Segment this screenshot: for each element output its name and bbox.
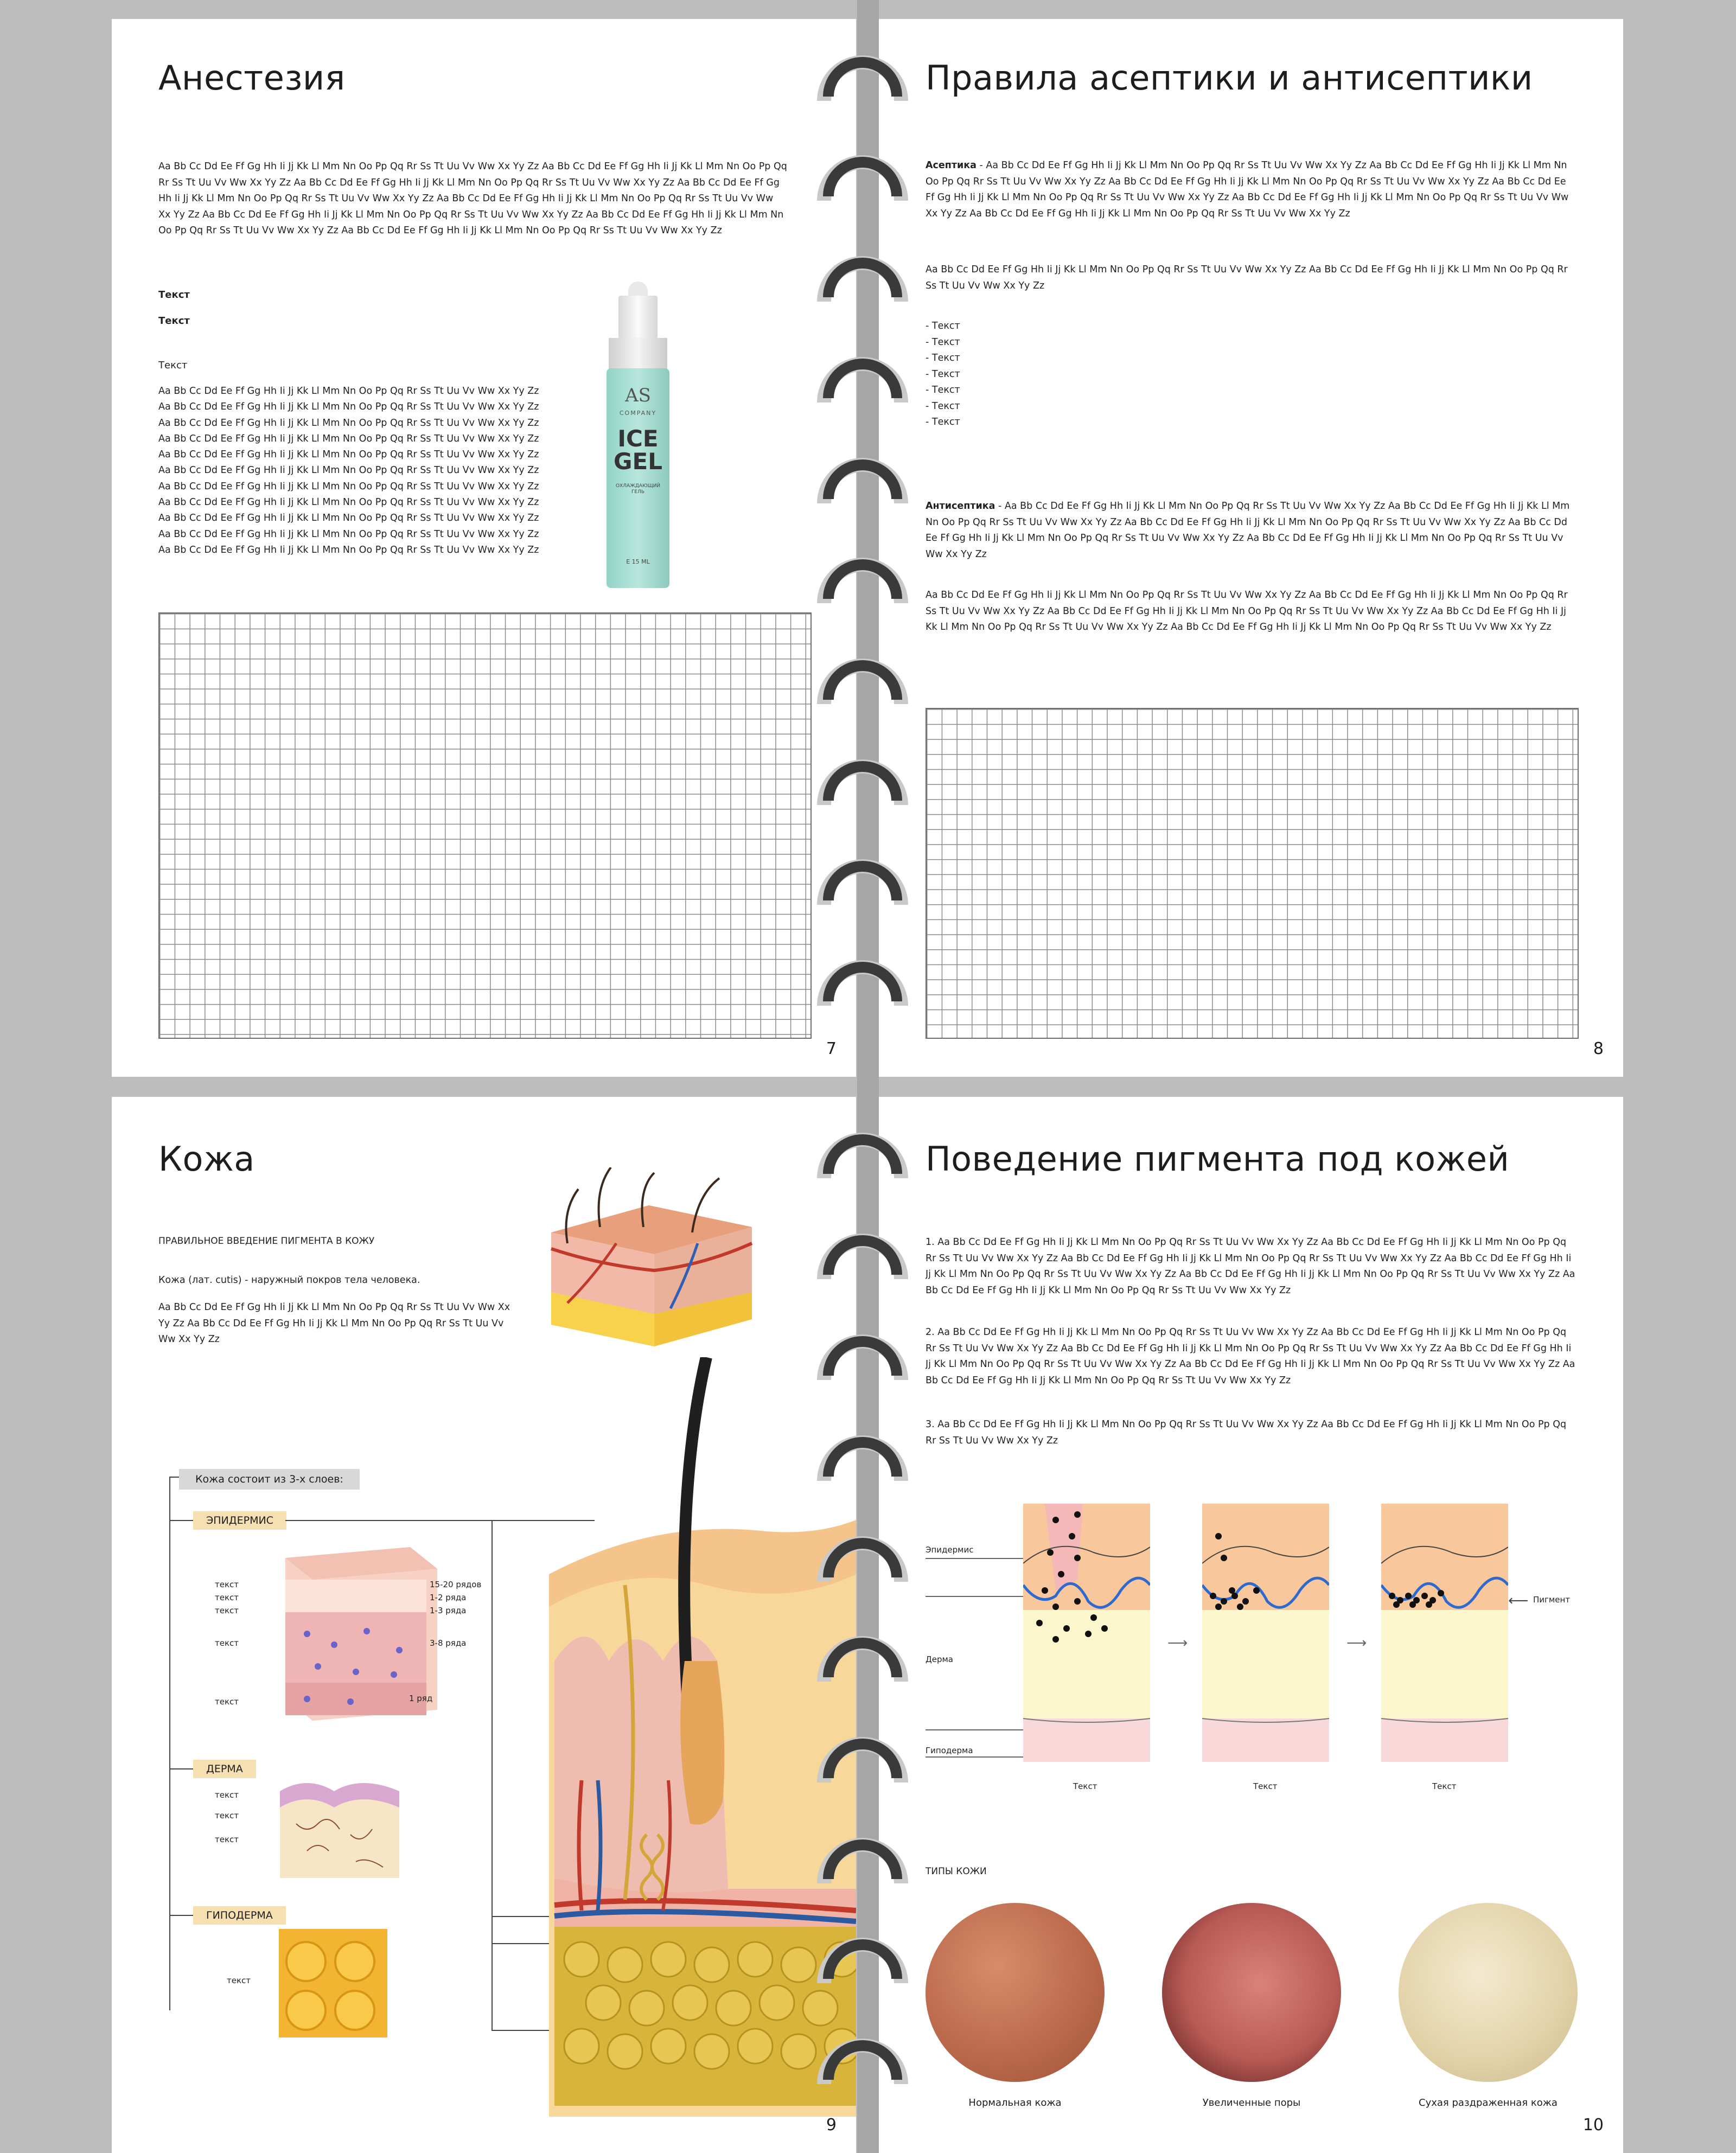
ring-icon [816,47,909,106]
ring-icon [816,1225,909,1285]
page-title: Правила асептики и антисептики [926,58,1533,98]
tag-epidermis: ЭПИДЕРМИС [193,1511,286,1530]
page-title: Поведение пигмента под кожей [926,1139,1510,1179]
list-item: - Текст [926,417,960,427]
ring-icon [816,1427,909,1486]
arrow-left-icon: ⟵ [1508,1593,1529,1609]
page-title: Анестезия [158,58,346,98]
ring-icon [816,247,909,307]
paragraph-2: Aa Bb Cc Dd Ee Ff Gg Hh Ii Jj Kk Ll Mm Nn Oo Pp Qq Rr Ss Tt Uu Vv Ww Xx Yy Zz Aa Bb Cc Dd Ee Ff Gg Hh Ii Jj Kk Ll Mm Nn Oo Pp Qq Rr Ss Tt Uu Vv Ww Xx Yy Zz [926,264,1568,291]
list-item: - Текст [926,400,960,412]
list-item: - Текст [926,385,960,395]
skin-photo-normal [926,1903,1105,2082]
antiseptic-paragraph: Антисептика - Aa Bb Cc Dd Ee Ff Gg Hh Ii Jj Kk Ll Mm Nn Oo Pp Qq Rr Ss Tt Uu Vv Ww Xx Yy Zz Aa Bb Cc Dd Ee Ff Gg Hh Ii Jj Kk Ll Mm Nn Oo Pp Qq Rr Ss Tt Uu Vv Ww Xx Yy Zz Aa Bb Cc Dd Ee Ff Gg Hh Ii Jj Kk Ll Mm Nn Oo Pp Qq Rr Ss Tt Uu Vv Ww Xx Yy Zz Aa Bb Cc Dd Ee Ff Gg Hh Ii Jj Kk Ll Mm Nn Oo Pp Qq Rr Ss Tt Uu Vv Ww Xx Yy Zz Aa Bb Cc Dd Ee Ff Gg Hh Ii Jj Kk Ll Mm Nn Oo Pp Qq Rr Ss Tt Uu Vv Ww Xx Yy Zz [926,501,1570,560]
ring-icon [816,146,909,206]
page-number: 7 [826,1039,837,1058]
skin-cross-section-illustration [544,1357,856,2117]
ring-icon [816,549,909,609]
page-10 [879,1097,1623,2153]
label-epidermis: Эпидермис [926,1545,974,1555]
skin-types-heading: ТИПЫ КОЖИ [926,1866,987,1877]
plain-label: Текст [158,360,188,371]
ring-icon [816,449,909,509]
list-item: - Текст [926,353,960,363]
page-number: 9 [826,2116,837,2135]
product-bottle: AS COMPANY ICE GEL ОХЛАЖДАЮЩИЙ ГЕЛЬ Е 15 ML [600,282,676,596]
page-number: 8 [1593,1039,1604,1058]
stage-caption: Текст [1432,1781,1457,1791]
list-item: - Текст [926,368,960,380]
layers-title: Кожа состоит из 3-х слоев: [179,1469,360,1490]
ring-icon [816,1326,909,1385]
paragraph-2: 2. Aa Bb Cc Dd Ee Ff Gg Hh Ii Jj Kk Ll Mm Nn Oo Pp Qq Rr Ss Tt Uu Vv Ww Xx Yy Zz Aa Bb Cc Dd Ee Ff Gg Hh Ii Jj Kk Ll Mm Nn Oo Pp Qq Rr Ss Tt Uu Vv Ww Xx Yy Zz Aa Bb Cc Dd Ee Ff Gg Hh Ii Jj Kk Ll Mm Nn Oo Pp Qq Rr Ss Tt Uu Vv Ww Xx Yy Zz Aa Bb Cc Dd Ee Ff Gg Hh Ii Jj Kk Ll Mm Nn Oo Pp Qq Rr Ss Tt Uu Vv Ww Xx Yy Zz Aa Bb Cc Dd Ee Ff Gg Hh Ii Jj Kk Ll Mm Nn Oo Pp Qq Rr Ss Tt Uu Vv Ww Xx Yy Zz Aa Bb Cc Dd Ee Ff Gg Hh Ii Jj Kk Ll Mm Nn Oo Pp Qq Rr Ss Tt Uu Vv Ww Xx Yy Zz [926,1327,1575,1386]
page-title: Кожа [158,1139,255,1179]
page-number: 10 [1582,2116,1604,2135]
skin-block-illustration [535,1167,763,1352]
ring-icon [816,951,909,1011]
bold-label-2: Текст [158,315,190,327]
skin-type-caption: Увеличенные поры [1202,2097,1301,2109]
text-column: Aa Bb Cc Dd Ee Ff Gg Hh Ii Jj Kk Ll Mm Nn Oo Pp Qq Rr Ss Tt Uu Vv Ww Xx Yy Zz Aa Bb Cc Dd Ee Ff Gg Hh Ii Jj Kk Ll Mm Nn Oo Pp Qq Rr Ss Tt Uu Vv Ww Xx Yy Zz Aa Bb Cc Dd Ee Ff Gg Hh Ii Jj Kk Ll Mm Nn Oo Pp Qq Rr Ss Tt Uu Vv Ww Xx Yy Zz Aa Bb Cc Dd Ee Ff Gg Hh Ii Jj Kk Ll Mm Nn Oo Pp Qq Rr Ss Tt Uu Vv Ww Xx Yy Zz Aa Bb Cc Dd Ee Ff Gg Hh Ii Jj Kk Ll Mm Nn Oo Pp Qq Rr Ss Tt Uu Vv Ww Xx Yy Zz Aa Bb Cc Dd Ee Ff Gg Hh Ii Jj Kk Ll Mm Nn Oo Pp Qq Rr Ss Tt Uu Vv Ww Xx Yy Zz Aa Bb Cc Dd Ee Ff Gg Hh Ii Jj Kk Ll Mm Nn Oo Pp Qq Rr Ss Tt Uu Vv Ww Xx Yy Zz Aa Bb Cc Dd Ee Ff Gg Hh Ii Jj Kk Ll Mm Nn Oo Pp Qq Rr Ss Tt Uu Vv Ww Xx Yy Zz Aa Bb Cc Dd Ee Ff Gg Hh Ii Jj Kk Ll Mm Nn Oo Pp Qq Rr Ss Tt Uu Vv Ww Xx Yy Zz Aa Bb Cc Dd Ee Ff Gg Hh Ii Jj Kk Ll Mm Nn Oo Pp Qq Rr Ss Tt Uu Vv Ww Xx Yy Zz Aa Bb Cc Dd Ee Ff Gg Hh Ii Jj Kk Ll Mm Nn Oo Pp Qq Rr Ss Tt Uu Vv Ww Xx Yy Zz [158,386,539,555]
list-item: - Текст [926,321,960,331]
epidermis-cells-illustration [275,1536,437,1721]
skin-photo-dry [1399,1903,1578,2082]
page-9: Кожа ПРАВИЛЬНОЕ ВВЕДЕНИЕ ПИГМЕНТА В КОЖУ Кожа (лат. cutis) - наружный покров тела человека. Aa Bb Cc Dd Ee Ff Gg Hh Ii Jj Kk Ll Mm Nn Oo Pp Qq Rr Ss Tt Uu Vv Ww Xx Yy Zz Aa Bb Cc Dd Ee Ff Gg Hh Ii Jj Kk Ll Mm Nn Oo Pp Qq Rr Ss Tt Uu Vv Ww Xx Yy Zz Кожа состоит из 3-х слоев: ЭПИДЕРМИС ДЕРМА ГИПОДЕРМА текст текст текст текст текст 15-20 рядов 1-2 ряда 1-3 ряда 3-8 ряда 1 ряд текст текст текст текст 9 [112,1097,856,2153]
ring-icon [816,650,909,710]
pigment-stage-1 [1023,1504,1150,1762]
derma-label: текст [215,1835,239,1844]
derma-label: текст [215,1811,239,1820]
derma-label: текст [215,1790,239,1800]
hypoderma-label: текст [227,1976,251,1985]
label-derma: Дерма [926,1654,953,1664]
label-hypoderma: Гиподерма [926,1746,973,1755]
paragraph-1: 1. Aa Bb Cc Dd Ee Ff Gg Hh Ii Jj Kk Ll Mm Nn Oo Pp Qq Rr Ss Tt Uu Vv Ww Xx Yy Zz Aa Bb Cc Dd Ee Ff Gg Hh Ii Jj Kk Ll Mm Nn Oo Pp Qq Rr Ss Tt Uu Vv Ww Xx Yy Zz Aa Bb Cc Dd Ee Ff Gg Hh Ii Jj Kk Ll Mm Nn Oo Pp Qq Rr Ss Tt Uu Vv Ww Xx Yy Zz Aa Bb Cc Dd Ee Ff Gg Hh Ii Jj Kk Ll Mm Nn Oo Pp Qq Rr Ss Tt Uu Vv Ww Xx Yy Zz Aa Bb Cc Dd Ee Ff Gg Hh Ii Jj Kk Ll Mm Nn Oo Pp Qq Rr Ss Tt Uu Vv Ww Xx Yy Zz Aa Bb Cc Dd Ee Ff Gg Hh Ii Jj Kk Ll Mm Nn Oo Pp Qq Rr Ss Tt Uu Vv Ww Xx Yy Zz [926,1237,1575,1296]
stage-caption: Текст [1253,1781,1278,1791]
page-8 [879,19,1623,1077]
ring-icon [816,1829,909,1889]
pigment-stage-2 [1202,1504,1329,1762]
page-7 [112,19,856,1077]
paragraph-4: Aa Bb Cc Dd Ee Ff Gg Hh Ii Jj Kk Ll Mm Nn Oo Pp Qq Rr Ss Tt Uu Vv Ww Xx Yy Zz Aa Bb Cc Dd Ee Ff Gg Hh Ii Jj Kk Ll Mm Nn Oo Pp Qq Rr Ss Tt Uu Vv Ww Xx Yy Zz Aa Bb Cc Dd Ee Ff Gg Hh Ii Jj Kk Ll Mm Nn Oo Pp Qq Rr Ss Tt Uu Vv Ww Xx Yy Zz Aa Bb Cc Dd Ee Ff Gg Hh Ii Jj Kk Ll Mm Nn Oo Pp Qq Rr Ss Tt Uu Vv Ww Xx Yy Zz Aa Bb Cc Dd Ee Ff Gg Hh Ii Jj Kk Ll Mm Nn Oo Pp Qq Rr Ss Tt Uu Vv Ww Xx Yy Zz [926,590,1568,633]
body-text: Aa Bb Cc Dd Ee Ff Gg Hh Ii Jj Kk Ll Mm Nn Oo Pp Qq Rr Ss Tt Uu Vv Ww Xx Yy Zz Aa Bb Cc Dd Ee Ff Gg Hh Ii Jj Kk Ll Mm Nn Oo Pp Qq Rr Ss Tt Uu Vv Ww Xx Yy Zz [158,1302,510,1345]
derma-illustration [275,1775,405,1883]
arrow-icon: ⟶ [1167,1635,1188,1651]
ring-icon [816,1124,909,1184]
skin-type-caption: Сухая раздраженная кожа [1419,2097,1558,2109]
tag-derma: ДЕРМА [193,1760,256,1778]
ring-icon [816,2030,909,2090]
hypoderma-illustration [279,1929,387,2037]
bullet-list [926,318,1088,431]
ring-icon [816,1528,909,1587]
ring-icon [816,1929,909,1989]
intro-text: Aa Bb Cc Dd Ee Ff Gg Hh Ii Jj Kk Ll Mm Nn Oo Pp Qq Rr Ss Tt Uu Vv Ww Xx Yy Zz Aa Bb Cc Dd Ee Ff Gg Hh Ii Jj Kk Ll Mm Nn Oo Pp Qq Rr Ss Tt Uu Vv Ww Xx Yy Zz Aa Bb Cc Dd Ee Ff Gg Hh Ii Jj Kk Ll Mm Nn Oo Pp Qq Rr Ss Tt Uu Vv Ww Xx Yy Zz Aa Bb Cc Dd Ee Ff Gg Hh Ii Jj Kk Ll Mm Nn Oo Pp Qq Rr Ss Tt Uu Vv Ww Xx Yy Zz Aa Bb Cc Dd Ee Ff Gg Hh Ii Jj Kk Ll Mm Nn Oo Pp Qq Rr Ss Tt Uu Vv Ww Xx Yy Zz Aa Bb Cc Dd Ee Ff Gg Hh Ii Jj Kk Ll Mm Nn Oo Pp Qq Rr Ss Tt Uu Vv Ww Xx Yy Zz Aa Bb Cc Dd Ee Ff Gg Hh Ii Jj Kk Ll Mm Nn Oo Pp Qq Rr Ss Tt Uu Vv Ww Xx Yy Zz Aa Bb Cc Dd Ee Ff Gg Hh Ii Jj Kk Ll Mm Nn Oo Pp Qq Rr Ss Tt Uu Vv Ww Xx Yy Zz [158,161,787,236]
list-item: - Текст [926,336,960,348]
stage-caption: Текст [1073,1781,1097,1791]
ring-icon [816,851,909,910]
paragraph-3: 3. Aa Bb Cc Dd Ee Ff Gg Hh Ii Jj Kk Ll Mm Nn Oo Pp Qq Rr Ss Tt Uu Vv Ww Xx Yy Zz Aa Bb Cc Dd Ee Ff Gg Hh Ii Jj Kk Ll Mm Nn Oo Pp Qq Rr Ss Tt Uu Vv Ww Xx Yy Zz [926,1419,1567,1446]
ring-icon [816,1728,909,1788]
tag-hypoderma: ГИПОДЕРМА [193,1906,286,1925]
ring-icon [816,1627,909,1687]
ring-icon [816,751,909,810]
skin-type-caption: Нормальная кожа [968,2097,1062,2109]
skin-photo-pores [1162,1903,1341,2082]
ring-icon [816,348,909,408]
aseptic-paragraph: Асептика - Aa Bb Cc Dd Ee Ff Gg Hh Ii Jj Kk Ll Mm Nn Oo Pp Qq Rr Ss Tt Uu Vv Ww Xx Yy Zz Aa Bb Cc Dd Ee Ff Gg Hh Ii Jj Kk Ll Mm Nn Oo Pp Qq Rr Ss Tt Uu Vv Ww Xx Yy Zz Aa Bb Cc Dd Ee Ff Gg Hh Ii Jj Kk Ll Mm Nn Oo Pp Qq Rr Ss Tt Uu Vv Ww Xx Yy Zz Aa Bb Cc Dd Ee Ff Gg Hh Ii Jj Kk Ll Mm Nn Oo Pp Qq Rr Ss Tt Uu Vv Ww Xx Yy Zz Aa Bb Cc Dd Ee Ff Gg Hh Ii Jj Kk Ll Mm Nn Oo Pp Qq Rr Ss Tt Uu Vv Ww Xx Yy Zz Aa Bb Cc Dd Ee Ff Gg Hh Ii Jj Kk Ll Mm Nn Oo Pp Qq Rr Ss Tt Uu Vv Ww Xx Yy Zz [926,160,1569,219]
arrow-icon: ⟶ [1346,1635,1367,1651]
brand-logo: AS [625,385,651,406]
bold-label-1: Текст [158,289,190,301]
definition-text: Кожа (лат. cutis) - наружный покров тела человека. [158,1275,420,1286]
grid-notes [158,612,812,1039]
caps-heading: ПРАВИЛЬНОЕ ВВЕДЕНИЕ ПИГМЕНТА В КОЖУ [158,1236,375,1247]
pigment-stage-3 [1381,1504,1508,1762]
label-pigment: Пигмент [1533,1595,1570,1605]
grid-notes [926,708,1579,1039]
